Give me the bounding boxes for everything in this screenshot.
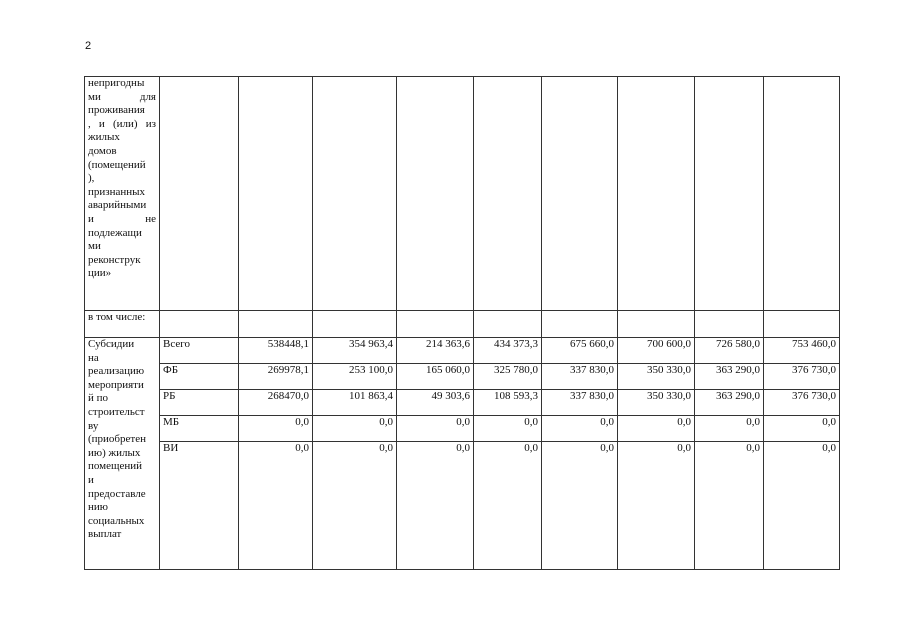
including-label: в том числе: [85, 311, 160, 338]
value-cell: 0,0 [239, 442, 313, 570]
value-cell: 253 100,0 [313, 364, 397, 390]
value-cell: 337 830,0 [542, 390, 618, 416]
value-cell: 363 290,0 [695, 364, 764, 390]
including-row [85, 311, 840, 338]
continuation-line: и не [88, 212, 156, 225]
empty-cell [397, 311, 474, 338]
subsidy-name-line: нию [88, 501, 108, 514]
value-cell: 0,0 [313, 442, 397, 570]
continuation-line: ), [88, 172, 95, 185]
value-cell: 726 580,0 [695, 338, 764, 364]
continuation-line: проживания [88, 104, 145, 117]
table-row [85, 364, 840, 390]
empty-cell [474, 311, 542, 338]
empty-cell [474, 77, 542, 311]
empty-cell [313, 77, 397, 311]
page-number: 2 [85, 40, 92, 52]
value-cell: 350 330,0 [618, 364, 695, 390]
subsidy-name-line: социальных [88, 514, 145, 527]
empty-cell [695, 77, 764, 311]
subsidy-name-line: (приобретен [88, 433, 146, 446]
value-cell: 0,0 [618, 416, 695, 442]
value-cell: 0,0 [695, 442, 764, 570]
table-row [85, 442, 840, 570]
value-cell: 376 730,0 [764, 390, 840, 416]
continuation-line: жилых [88, 131, 120, 144]
value-cell: 0,0 [397, 442, 474, 570]
value-cell: 0,0 [239, 416, 313, 442]
continuation-line: признанных [88, 185, 146, 198]
value-cell: 434 373,3 [474, 338, 542, 364]
empty-cell [160, 311, 239, 338]
value-cell: 0,0 [695, 416, 764, 442]
value-cell: 325 780,0 [474, 364, 542, 390]
empty-cell [764, 311, 840, 338]
table-row [85, 390, 840, 416]
empty-cell [542, 311, 618, 338]
funding-source-label: ВИ [160, 442, 239, 570]
continuation-line: ми [88, 240, 101, 253]
empty-cell [239, 311, 313, 338]
funding-source-label: Всего [160, 338, 239, 364]
funding-source-label: МБ [160, 416, 239, 442]
subsidy-name-line: строительст [88, 405, 145, 418]
value-cell: 376 730,0 [764, 364, 840, 390]
empty-cell [542, 77, 618, 311]
table-row [85, 416, 840, 442]
subsidy-name-cell [85, 338, 160, 570]
subsidy-name-line: Субсидии [88, 338, 135, 350]
table-row [85, 338, 840, 364]
value-cell: 538448,1 [239, 338, 313, 364]
subsidy-name-line: и [88, 473, 94, 486]
continuation-line: ции» [88, 267, 112, 280]
subsidy-name-line: предоставле [88, 487, 146, 500]
continuation-line: реконструк [88, 253, 141, 266]
value-cell: 101 863,4 [313, 390, 397, 416]
subsidy-name-line: помещений [88, 460, 143, 473]
value-cell: 753 460,0 [764, 338, 840, 364]
subsidy-name-line: ию) жилых [88, 446, 141, 459]
continuation-line: непригодны [88, 77, 145, 89]
funding-source-label: ФБ [160, 364, 239, 390]
empty-cell [618, 311, 695, 338]
value-cell: 337 830,0 [542, 364, 618, 390]
value-cell: 0,0 [474, 416, 542, 442]
empty-cell [397, 77, 474, 311]
value-cell: 0,0 [764, 416, 840, 442]
continuation-line: (помещений [88, 158, 146, 171]
empty-cell [160, 77, 239, 311]
value-cell: 354 963,4 [313, 338, 397, 364]
funding-source-label: РБ [160, 390, 239, 416]
empty-cell [618, 77, 695, 311]
value-cell: 0,0 [397, 416, 474, 442]
subsidy-name-line: й по [88, 392, 109, 405]
subsidy-name-line: выплат [88, 528, 122, 541]
continuation-line: , и (или) из [88, 117, 156, 130]
value-cell: 269978,1 [239, 364, 313, 390]
value-cell: 350 330,0 [618, 390, 695, 416]
empty-cell [239, 77, 313, 311]
value-cell: 0,0 [313, 416, 397, 442]
continuation-line: ми для [88, 90, 156, 103]
value-cell: 0,0 [542, 442, 618, 570]
continuation-line: подлежащи [88, 226, 142, 239]
continuation-line: домов [88, 144, 117, 157]
subsidy-name-line: мероприяти [88, 378, 144, 391]
value-cell: 0,0 [474, 442, 542, 570]
value-cell: 49 303,6 [397, 390, 474, 416]
continuation-line: аварийными [88, 199, 147, 212]
budget-table [84, 76, 840, 570]
value-cell: 165 060,0 [397, 364, 474, 390]
subsidy-name-line: реализацию [88, 365, 145, 378]
empty-cell [695, 311, 764, 338]
value-cell: 0,0 [764, 442, 840, 570]
value-cell: 0,0 [618, 442, 695, 570]
continuation-name-cell [85, 77, 160, 311]
value-cell: 675 660,0 [542, 338, 618, 364]
value-cell: 363 290,0 [695, 390, 764, 416]
continuation-row [85, 77, 840, 311]
subsidy-name-line: на [88, 351, 99, 364]
value-cell: 700 600,0 [618, 338, 695, 364]
empty-cell [764, 77, 840, 311]
subsidy-name-line: ву [88, 419, 99, 432]
value-cell: 214 363,6 [397, 338, 474, 364]
value-cell: 0,0 [542, 416, 618, 442]
value-cell: 268470,0 [239, 390, 313, 416]
value-cell: 108 593,3 [474, 390, 542, 416]
empty-cell [313, 311, 397, 338]
